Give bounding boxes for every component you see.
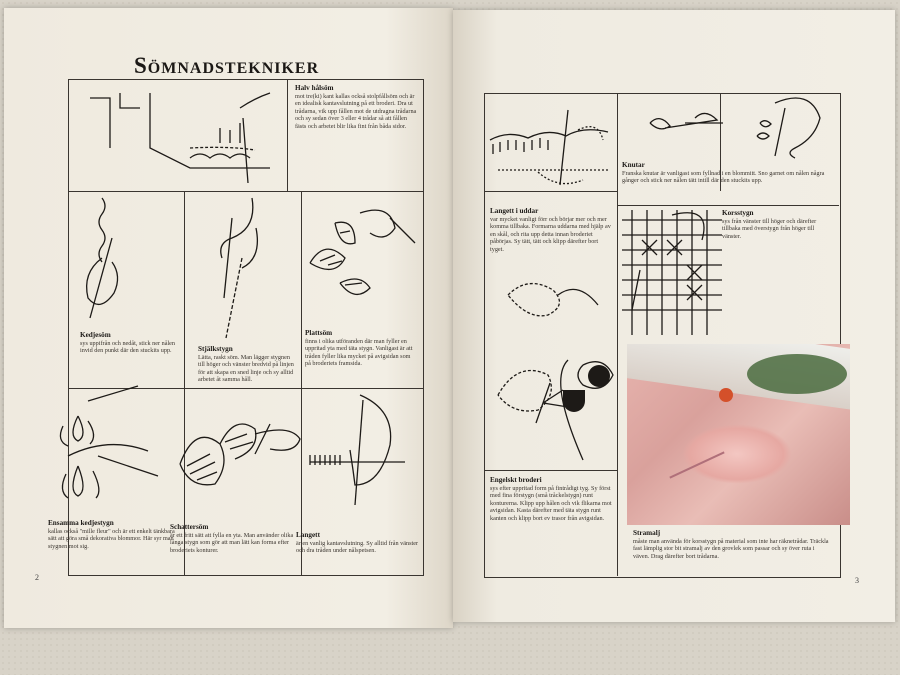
broderie-anglaise-filled-hole [588,365,610,387]
broderie-anglaise-caption: Engelskt broderi sys efter uppritad form på fintrådigt tyg. Sy först med fina förstygn (små tråckelstygn) runt konturerna. Klipp upp hålen och vik flikarna mot avigsidan. Kasta därefter med täta stygn runt kanten och klipp bort ev trasor från avigsidan. [490,476,612,522]
stem-stitch-caption: Stjälkstygn Lätta, raskt söm. Man lägger stygnen till höger och vänster bredvid på linjen för att skapa en sned linje och sy alltid arbetet åt samma håll. [198,345,294,384]
broderie-anglaise-half-hole [563,390,585,412]
french-knot-caption: Knutar Franska knutar är vanligast som fyllnad i en blommitt. Sno garnet om nålen några gånger och stick ner nålen tätt intill där den stuckits upp. [622,161,825,185]
lazy-daisy-caption: Ensamma kedjestygn kallas också "mille fleur" och är ett enkelt tänkbara sätt att göra små dekorativa blommor. Här syr man stygnen mot sig. [48,519,175,550]
cross-stitch-caption: Korsstygn sys från vänster till höger och därefter tillbaka med överstygn från höger till vänster. [722,209,817,240]
stramalj-embroidery-photo [627,344,850,525]
scalloped-buttonhole-caption: Langett i uddar var mycket vanligt förr och börjar mer och mer komma tillbaka. Formarna uddarna med hjälp av en skål, och rita upp detta innan broderiet påbörjas. Sy tätt, tätt och klipp därefter bort tyget. [490,207,611,253]
page-title: Sömnadstekniker [134,53,320,78]
french-knot-illustration [625,98,835,168]
stem-stitch-illustration [212,198,282,338]
satin-stitch-illustration [300,203,420,313]
shadow-stitch-caption: Schattersöm är ett fritt sätt att fylla en yta. Man använder olika långa stygn som gör att man lätt kan forma efter broderiets konturer. [170,523,294,554]
lazy-daisy-illustration [58,396,168,516]
cross-stitch-illustration [622,210,722,335]
buttonhole-stitch-illustration [305,390,420,500]
chain-stitch-caption: Kedjesöm sys uppifrån och nedåt, stick ner nålen invid den punkt där den stuckits upp. [80,331,176,355]
stramalj-caption: Stramalj måste man använda för korsstygn på material som inte har räknetrådar. Träckla fast lämplig stor bit stramalj av den grovlek som passar och sy över ruta i väven. Drag därefter bort trådarna. [633,529,829,560]
page-number-right: 3 [855,576,859,585]
shadow-stitch-illustration [175,404,305,504]
half-hemstitch-caption: Halv hålsöm mot tre(ki) kant kallas också stolpfållsöm och är en idealisk kantavslutning på ett broderi. Dra ut trådarna, vik upp fållen mot de utdragna trådarna och sy sedan över 3 eller 4 trådar så att fållen fästs och arbetet blir lika fint från båda sidor. [295,84,417,130]
buttonhole-stitch-caption: Langett är en vanlig kantavslutning. Sy alltid från vänster och dra tråden under nålspetsen. [296,531,419,555]
broderie-anglaise-illustration [488,265,628,465]
chain-stitch-illustration [82,198,162,318]
page-number-left: 2 [35,573,39,582]
half-hemstitch-illustration [80,88,280,188]
satin-stitch-caption: Plattsöm finns i olika utföranden där man fyller en uppritad yta med täta stygn. Vanligast är att tråden fyller lika mycket på avigsidan som på broderiets framsida. [305,329,413,368]
scalloped-buttonhole-illustration [488,110,613,200]
